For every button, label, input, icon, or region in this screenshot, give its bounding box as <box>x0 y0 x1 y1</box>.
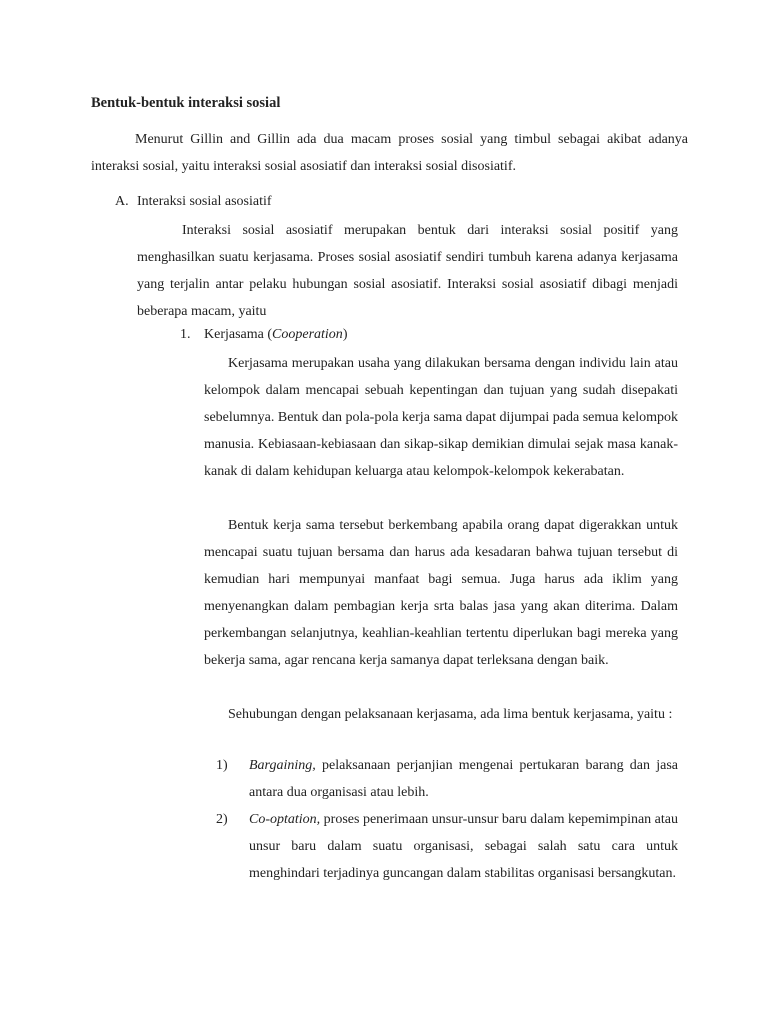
item-1-title-suffix: ) <box>342 327 348 342</box>
item-1-paragraph-3: Sehubungan dengan pelaksanaan kerjasama, ada lima bentuk kerjasama, yaitu : <box>228 707 673 722</box>
section-a-paragraph: Interaksi sosial asosiatif merupakan bentuk dari interaksi sosial positif yang menghasilkan suatu kerjasama. Proses sosial asosiatif sendiri tumbuh karena adanya kerjasama yang terjalin antar pelaku hubungan sosial asosiatif. Interaksi sosial asosiatif dibagi menjadi beberapa macam, yaitu <box>137 223 678 319</box>
subitem-2-description: proses penerimaan unsur-unsur baru dalam kepemimpinan atau unsur baru dalam suatu organisasi, sebagai salah satu cara untuk menghindari terjadinya guncangan dalam stabilitas organisasi bersangkutan. <box>249 812 678 881</box>
item-1-title-prefix: Kerjasama ( <box>204 327 273 342</box>
section-a-title: Interaksi sosial asosiatif <box>137 194 272 209</box>
subitem-2-term: Co-optation, <box>249 812 321 827</box>
subitem-1-term: Bargaining, <box>249 758 316 773</box>
intro-paragraph: Menurut Gillin and Gillin ada dua macam proses sosial yang timbul sebagai akibat adanya interaksi sosial, yaitu interaksi sosial asosiatif dan interaksi sosial disosiatif. <box>91 132 688 174</box>
item-1-paragraph-2: Bentuk kerja sama tersebut berkembang apabila orang dapat digerakkan untuk mencapai suatu tujuan bersama dan harus ada kesadaran bahwa tujuan tersebut di kemudian hari mempunyai manfaat bagi semua. Juga harus ada iklim yang menyenangkan dalam pembagian kerja srta balas jasa yang akan diterima. Dalam perkembangan selanjutnya, keahlian-keahlian tertentu diperlukan bagi mereka yang bekerja sama, agar rencana kerja samanya dapat terleksana dengan baik. <box>204 518 678 668</box>
item-1-title <box>204 326 347 344</box>
item-1-title-term: Cooperation <box>272 327 343 342</box>
item-1-marker: 1. <box>180 327 191 342</box>
page-title: Bentuk-bentuk interaksi sosial <box>91 95 281 111</box>
subitem-2-text <box>249 806 678 887</box>
subitem-1-text <box>249 752 678 806</box>
section-a-marker: A. <box>115 194 129 209</box>
subitem-1-description: pelaksanaan perjanjian mengenai pertukaran barang dan jasa antara dua organisasi atau lebih. <box>249 758 678 800</box>
item-1-paragraph-1: Kerjasama merupakan usaha yang dilakukan bersama dengan individu lain atau kelompok dalam mencapai sebuah kepentingan dan tujuan yang sudah disepakati sebelumnya. Bentuk dan pola-pola kerja sama dapat dijumpai pada semua kelompok manusia. Kebiasaan-kebiasaan dan sikap-sikap demikian dimulai sejak masa kanak-kanak di dalam kehidupan keluarga atau kelompok-kelompok kekerabatan. <box>204 356 678 479</box>
subitem-2-marker: 2) <box>216 812 228 827</box>
subitem-1-marker: 1) <box>216 758 228 773</box>
